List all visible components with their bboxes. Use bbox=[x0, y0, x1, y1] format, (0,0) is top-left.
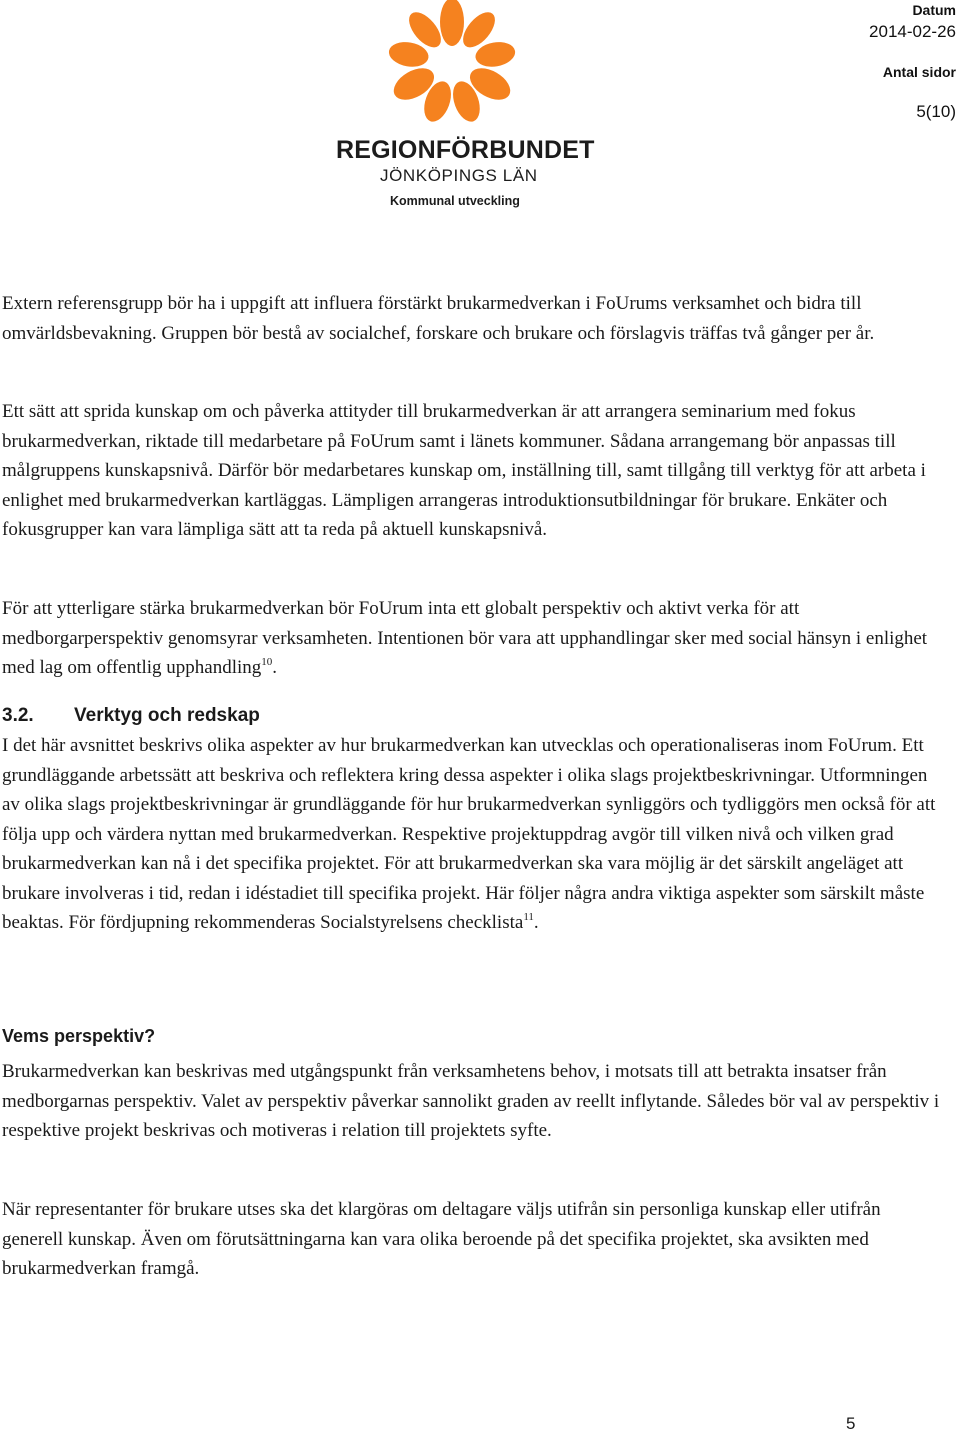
paragraph-global-perspective-text: För att ytterligare stärka brukarmedverkan bör FoUrum inta ett globalt perspektiv och aktivt verka för att medborgarperspektiv genomsyrar verksamheten. Intentionen bör vara att upphandlingar sker med social hänsyn i enlighet med lag om offentlig upphandling bbox=[2, 598, 928, 678]
paragraph-tools bbox=[2, 731, 942, 938]
pages-label: Antal sidor bbox=[882, 64, 956, 80]
orange-flower-logo-icon bbox=[384, 0, 520, 130]
date-label: Datum bbox=[912, 2, 956, 18]
section-title: Verktyg och redskap bbox=[74, 705, 260, 726]
logo-center bbox=[443, 53, 461, 71]
date-value: 2014-02-26 bbox=[869, 22, 956, 41]
paragraph-global-perspective bbox=[2, 594, 942, 683]
section-number: 3.2. bbox=[2, 705, 34, 726]
paragraph-tools-end: . bbox=[533, 912, 539, 933]
paragraph-seminars: Ett sätt att sprida kunskap om och påverka attityder till brukarmedverkan är att arrangera seminarium med fokus brukarmedverkan, riktade till medarbetare på FoUrum samt i länets kommuner. Sådana arrangemang bör anpassas till målgruppens kunskapsnivå. Därför bör medarbetares kunskap om, inställning till, samt tillgång till verktyg för att arbeta i enlighet med brukarmedverkan kartläggas. Lämpligen arrangeras introduktionsutbildningar för brukare. Enkäter och fokusgrupper kan vara lämpliga sätt att ta reda på aktuell kunskapsnivå. bbox=[2, 401, 926, 540]
organization-logo bbox=[336, 0, 595, 215]
paragraph-global-perspective-end: . bbox=[272, 657, 278, 678]
logo-title: REGIONFÖRBUNDET bbox=[336, 136, 595, 164]
paragraph-tools-text: I det här avsnittet beskrivs olika aspekter av hur brukarmedverkan kan utvecklas och operationaliseras inom FoUrum. Ett grundläggande arbetssätt att beskriva och reflektera kring dessa aspekter i olika slags projektbeskrivningar. Utformningen av olika slags projektbeskrivningar är grundläggande för hur brukarmedverkan synliggörs och tydliggörs men också för att följa upp och värdera nyttan med brukarmedverkan. Respektive projektuppdrag avgör till vilken nivå och vilken grad brukarmedverkan kan nå i det specifika projektet. För att brukarmedverkan ska vara möjlig är det särskilt angeläget att brukare involveras i tid, redan i idéstadiet till specifika projekt. Här följer några andra viktiga aspekter som särskilt måste beaktas. För fördjupning rekommenderas Socialstyrelsens checklista bbox=[2, 735, 936, 933]
logo-department: Kommunal utveckling bbox=[390, 194, 520, 208]
logo-petal bbox=[474, 39, 518, 70]
footnote-ref-11: 11 bbox=[523, 910, 534, 923]
pages-value: 5(10) bbox=[916, 102, 956, 121]
logo-petal bbox=[387, 39, 431, 70]
footer-page-number: 5 bbox=[846, 1414, 856, 1433]
logo-petal bbox=[440, 0, 464, 46]
logo-subtitle: JÖNKÖPINGS LÄN bbox=[380, 166, 538, 185]
paragraph-perspective: Brukarmedverkan kan beskrivas med utgångspunkt från verksamhetens behov, i motsats till att betrakta insatser från medborgarnas perspektiv. Valet av perspektiv påverkar sannolikt graden av reellt inflytande. Således bör val av perspektiv i respektive projekt beskrivas och motiveras i relation till projektets syfte. bbox=[2, 1061, 940, 1141]
paragraph-reference-group: Extern referensgrupp bör ha i uppgift att influera förstärkt brukarmedverkan i FoUrums verksamhet och bidra till omvärldsbevakning. Gruppen bör bestå av socialchef, forskare och brukare och förslagvis träffas två gånger per år. bbox=[2, 293, 875, 344]
subheading-perspective: Vems perspektiv? bbox=[2, 1026, 156, 1046]
paragraph-representatives: När representanter för brukare utses ska det klargöras om deltagare väljs utifrån sin personliga kunskap eller utifrån generell kunskap. Även om förutsättningarna kan vara olika beroende på det specifika projektet, ska avsikten med brukarmedverkan framgå. bbox=[2, 1199, 881, 1279]
footnote-ref-10: 10 bbox=[261, 655, 273, 668]
